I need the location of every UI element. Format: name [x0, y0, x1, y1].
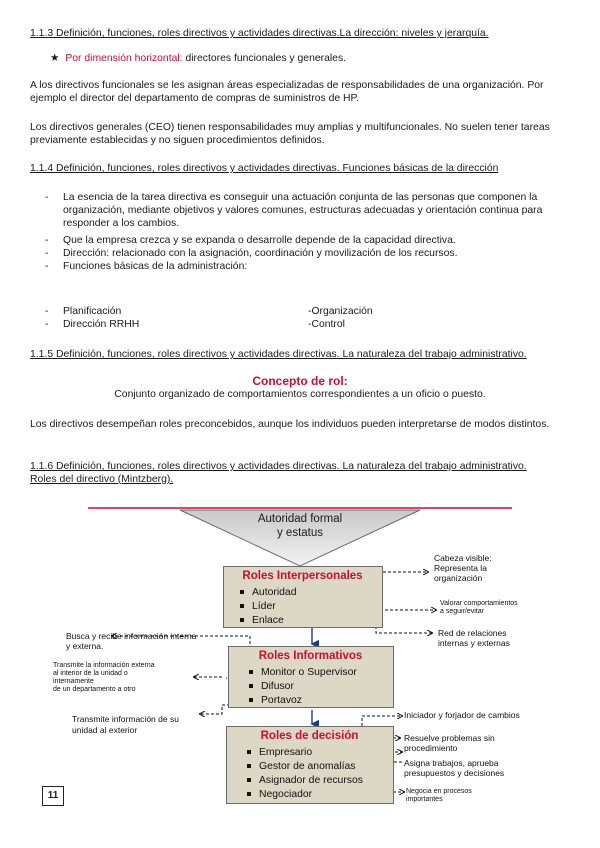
concept-text: Conjunto organizado de comportamientos correspondientes a un oficio o puesto.: [114, 389, 486, 400]
authority-label: Autoridad formal y estatus: [257, 513, 343, 539]
note-transmite-externa: Transmite la información externa al interior de la unidad o internamente de un departamento a otro: [53, 662, 155, 693]
note-asigna: Asigna trabajos, aprueba presupuestos y decisiones: [404, 758, 505, 778]
note-cabeza-visible: Cabeza visible: Representa la organización: [434, 553, 492, 583]
note-busca: Busca y recibe información interna y externa.: [66, 631, 197, 651]
box-title-informativos: Roles Informativos: [258, 650, 363, 662]
bullet-label: Por dimensión horizontal:: [65, 53, 183, 64]
role-negociador: Negociador: [247, 789, 312, 800]
box-title-decision: Roles de decisión: [260, 730, 359, 742]
box-roles-informativos: [228, 646, 394, 708]
list-item: - La esencia de la tarea directiva es conseguir una actuación conjunta de las personas que componen la organización, mediante objetivos y valores comunes, estructuras adecuadas y orientación continua para responder a los cambios.: [45, 192, 543, 229]
function-direccion-rrhh: Dirección RRHH: [63, 319, 140, 330]
note-red-relaciones: Red de relaciones internas y externas: [438, 628, 510, 648]
role-difusor: Difusor: [249, 681, 294, 692]
function-organizacion: -Organización: [308, 306, 373, 317]
role-portavoz: Portavoz: [249, 695, 302, 706]
heading-1-1-4: 1.1.4 Definición, funciones, roles directivos y actividades directivas. Funciones básicas de la dirección: [30, 163, 499, 174]
role-asignador: Asignador de recursos: [247, 775, 363, 786]
bullet-horizontal: [50, 52, 346, 64]
box-roles-interpersonales: [223, 566, 383, 628]
function-planificacion: Planificación: [63, 306, 122, 317]
role-lider: Líder: [240, 601, 276, 612]
role-monitor: Monitor o Supervisor: [249, 667, 357, 678]
note-valorar: Valorar comportamientos a seguir/evitar: [440, 600, 518, 615]
concept-title: Concepto de rol:: [252, 374, 348, 388]
heading-1-1-6-sub: Roles del directivo (Mintzberg).: [30, 474, 174, 485]
function-control: -Control: [308, 319, 345, 330]
role-enlace: Enlace: [240, 615, 284, 626]
bullet-text: directores funcionales y generales.: [182, 53, 347, 64]
note-transmite-su: Transmite información de su unidad al exterior: [72, 714, 179, 735]
box-title-interpersonales: Roles Interpersonales: [242, 570, 363, 582]
note-iniciador: Iniciador y forjador de cambios: [404, 710, 520, 720]
note-resuelve: Resuelve problemas sin procedimiento: [404, 733, 495, 753]
paragraph-roles: Los directivos desempeñan roles preconcebidos, aunque los individuos pueden interpretarse de modos distintos.: [30, 419, 550, 430]
note-negocia: Negocia en procesos importantes: [406, 788, 472, 803]
page-number: 11: [42, 786, 64, 806]
heading-1-1-6: 1.1.6 Definición, funciones, roles directivos y actividades directivas. La naturaleza del trabajo administrativo.: [30, 461, 527, 472]
role-empresario: Empresario: [247, 747, 312, 758]
role-gestor: Gestor de anomalías: [247, 761, 355, 772]
role-autoridad: Autoridad: [240, 587, 296, 598]
paragraph-funcionales: A los directivos funcionales se les asignan áreas especializadas de responsabilidades de una organización. Por ejemplo el director del departamento de compras de suministros de HP.: [30, 80, 544, 104]
box-roles-decision: [226, 726, 394, 804]
star-icon: ★: [50, 53, 60, 64]
paragraph-generales: Los directivos generales (CEO) tienen responsabilidades muy amplias y multifuncionales. No suelen tener tareas previamente establecidas y no siguen procedimientos definidos.: [30, 122, 550, 146]
heading-1-1-3: 1.1.3 Definición, funciones, roles directivos y actividades directivas.La dirección: niveles y jerarquía.: [30, 28, 489, 39]
heading-1-1-5: 1.1.5 Definición, funciones, roles directivos y actividades directivas. La naturaleza del trabajo administrativo.: [30, 349, 527, 360]
